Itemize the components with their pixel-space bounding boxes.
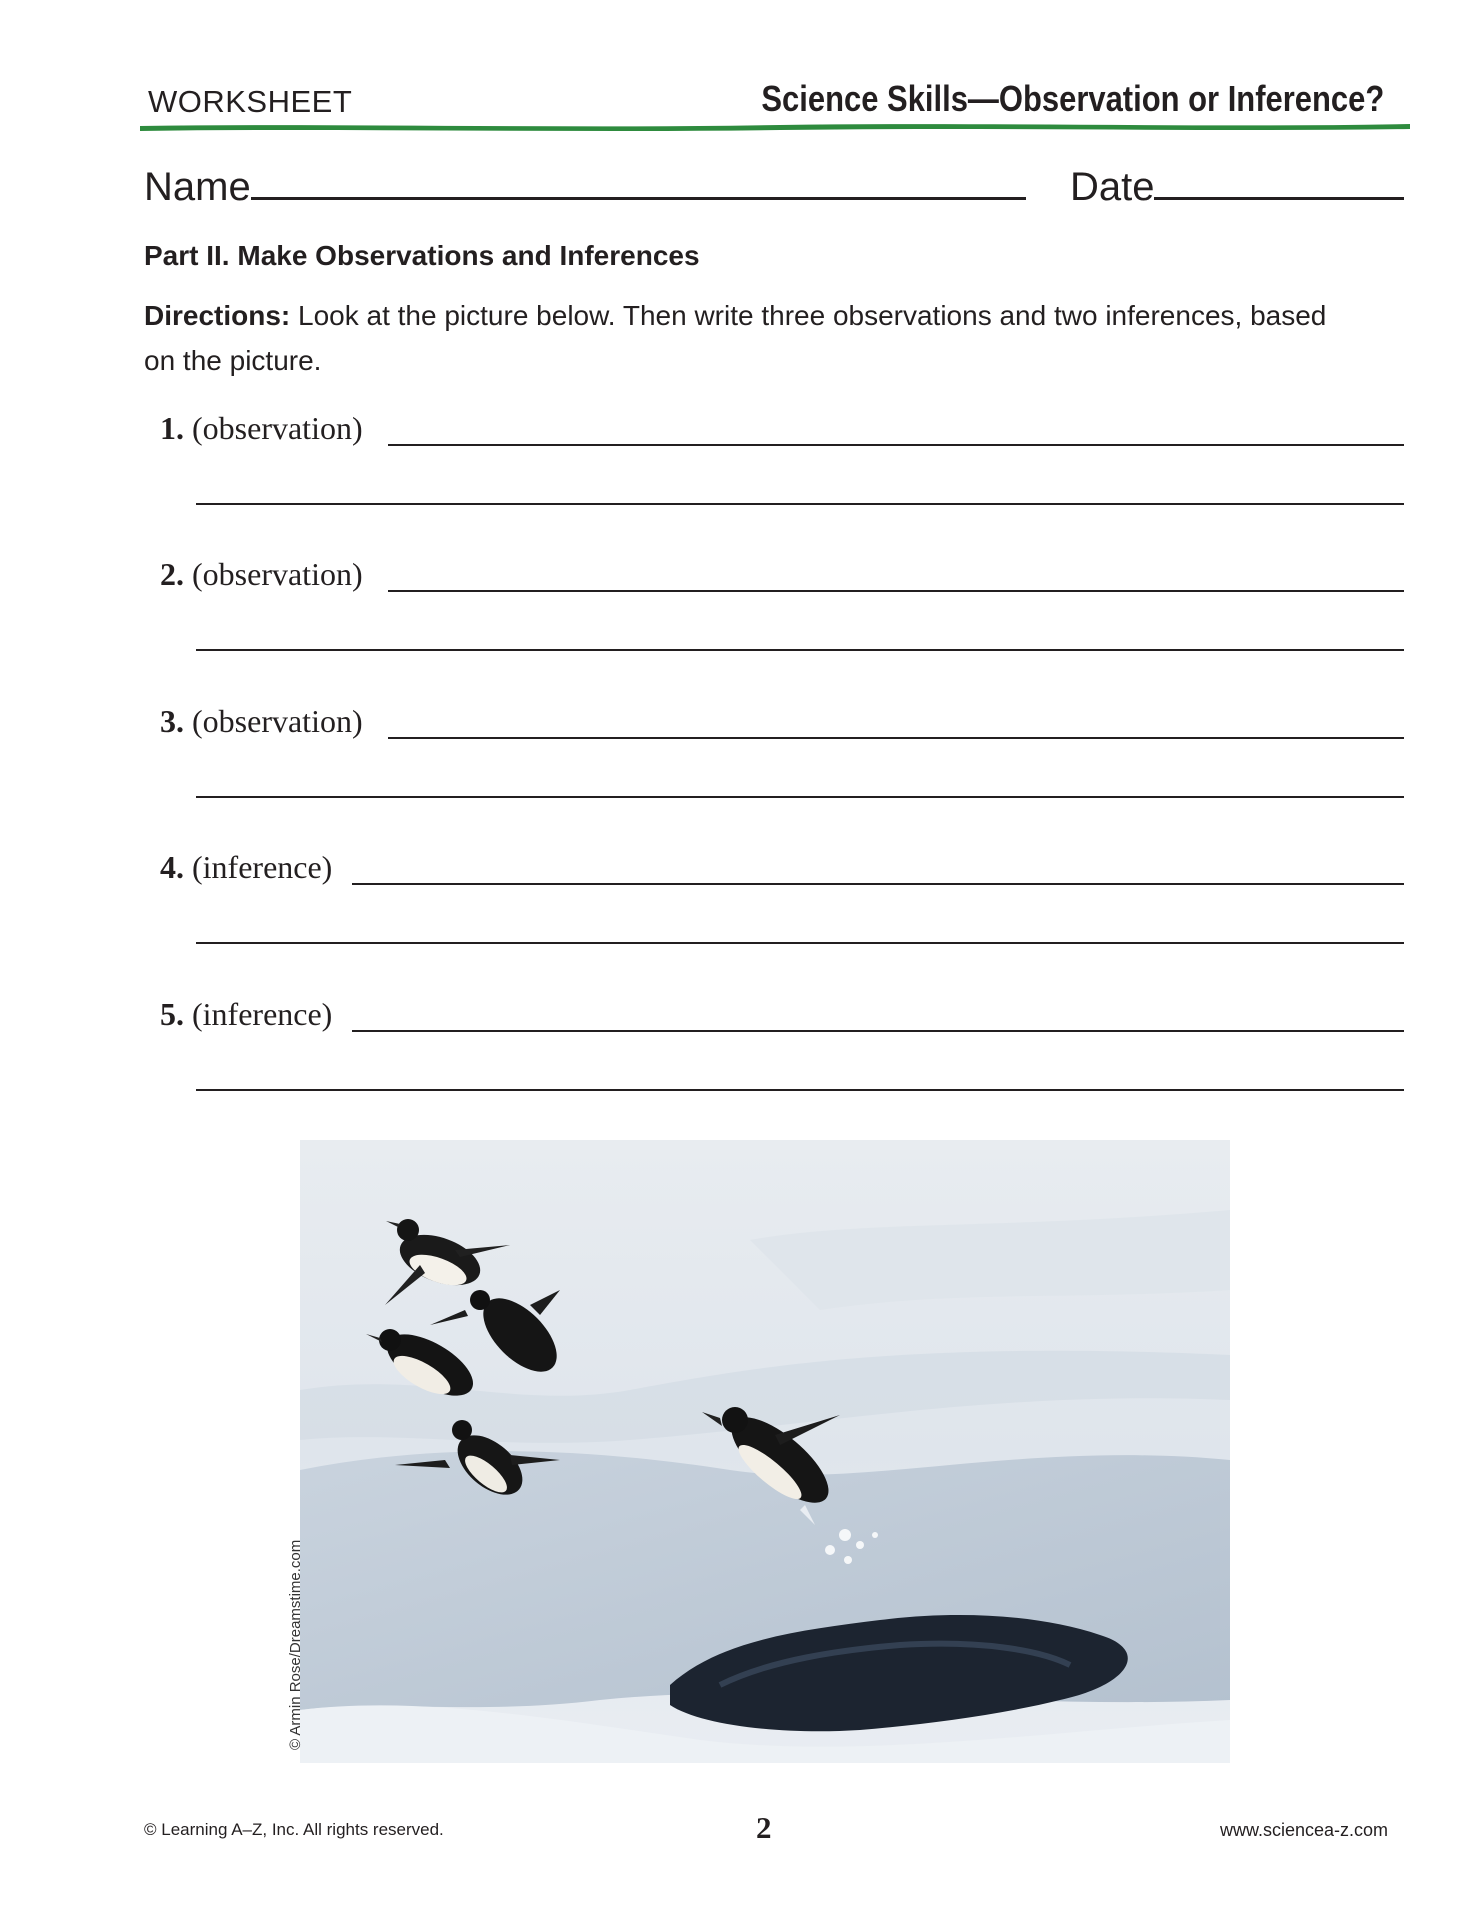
question-number: 5. — [160, 996, 184, 1032]
question-2 — [160, 556, 363, 593]
name-label: Name — [144, 165, 251, 209]
answer-line-2a[interactable] — [388, 590, 1404, 592]
worksheet-label: WORKSHEET — [148, 84, 353, 119]
answer-line-5a[interactable] — [352, 1030, 1404, 1032]
date-label: Date — [1069, 165, 1155, 209]
question-number: 3. — [160, 703, 184, 739]
footer-copyright: © Learning A–Z, Inc. All rights reserved. — [144, 1820, 444, 1839]
question-label: (observation) — [192, 703, 363, 739]
question-label: (observation) — [192, 556, 363, 592]
worksheet-title: Science Skills—Observation or Inference? — [761, 78, 1384, 119]
directions-text: Look at the picture below. Then write three observations and two inferences, based on the picture. — [144, 300, 1327, 376]
question-number: 2. — [160, 556, 184, 592]
answer-line-2b[interactable] — [196, 649, 1404, 651]
answer-line-3a[interactable] — [388, 737, 1404, 739]
question-label: (inference) — [192, 996, 333, 1032]
question-label: (inference) — [192, 849, 333, 885]
directions-label: Directions: — [144, 300, 291, 331]
name-field[interactable] — [251, 197, 1026, 200]
footer-website[interactable]: www.sciencea-z.com — [1219, 1820, 1388, 1840]
penguins-photo — [300, 1140, 1230, 1763]
date-field[interactable] — [1154, 197, 1404, 200]
name-date-row — [144, 165, 1404, 210]
question-3 — [160, 703, 363, 740]
answer-line-1a[interactable] — [388, 444, 1404, 446]
question-number: 4. — [160, 849, 184, 885]
answer-line-4b[interactable] — [196, 942, 1404, 944]
question-1 — [160, 410, 363, 447]
question-label: (observation) — [192, 410, 363, 446]
directions — [144, 293, 1344, 383]
answer-line-4a[interactable] — [352, 883, 1404, 885]
photo-credit: © Armin Rose/Dreamstime.com — [287, 1539, 304, 1750]
page-number: 2 — [756, 1810, 772, 1845]
green-brush-rule — [140, 120, 1410, 134]
question-5 — [160, 996, 332, 1033]
answer-line-3b[interactable] — [196, 796, 1404, 798]
answer-line-1b[interactable] — [196, 503, 1404, 505]
answer-line-5b[interactable] — [196, 1089, 1404, 1091]
part-heading: Part II. Make Observations and Inferences — [144, 240, 700, 271]
question-4 — [160, 849, 332, 886]
penguins-photo-svg — [300, 1140, 1230, 1763]
question-number: 1. — [160, 410, 184, 446]
